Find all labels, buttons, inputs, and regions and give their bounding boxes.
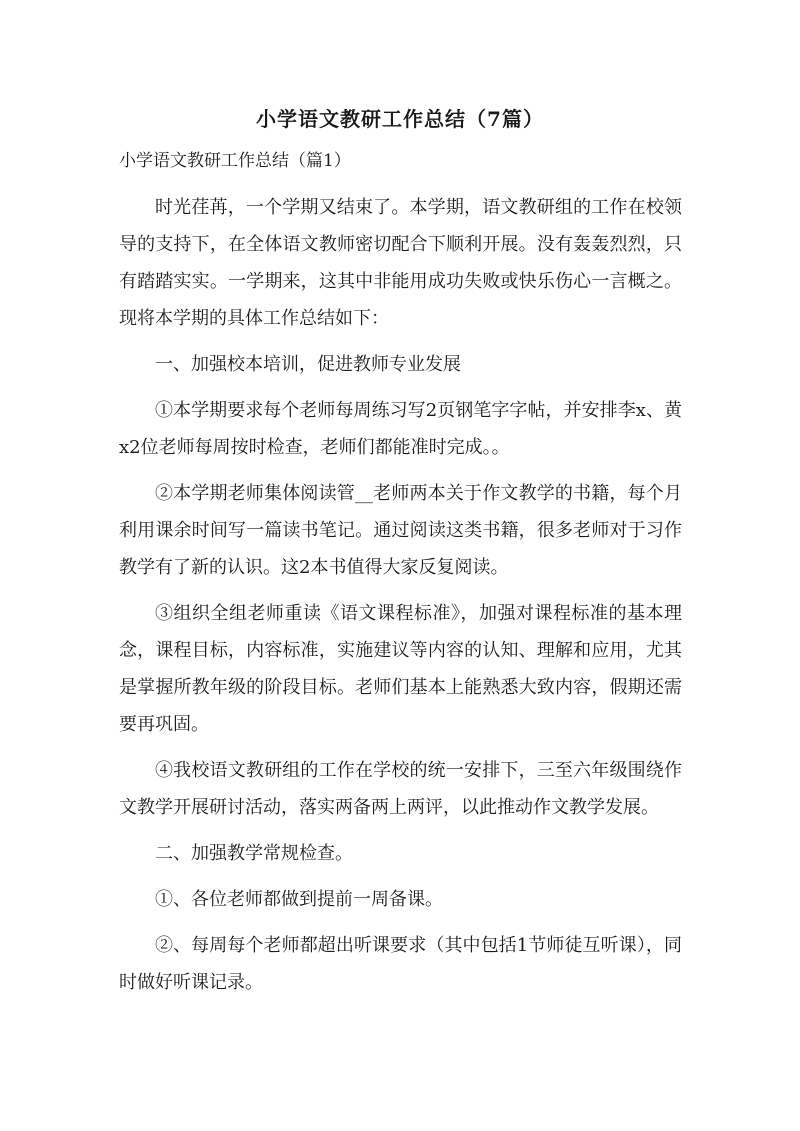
paragraph-item-6: ②、每周每个老师都超出听课要求（其中包括1节师徒互听课），同时做好听课记录。 — [119, 935, 682, 993]
document-title: 小学语文教研工作总结（7篇） — [256, 107, 544, 131]
section-subtitle: 小学语文教研工作总结（篇1） — [119, 151, 351, 171]
paragraph-intro: 时光荏苒，一个学期又结束了。本学期，语文教研组的工作在校领导的支持下，在全体语文教师密切配合下顺利开展。没有轰轰烈烈，只有踏踏实实。一学期来，这其中非能用成功失败或快乐伤心一言概之。现将本学期的具体工作总结如下： — [119, 197, 682, 329]
document-body — [119, 143, 682, 1001]
paragraph-item-4: ④我校语文教研组的工作在学校的统一安排下，三至六年级围绕作文教学开展研讨活动，落实两备两上两评，以此推动作文教学发展。 — [119, 760, 682, 818]
paragraph-item-3: ③组织全组老师重读《语文课程标准》，加强对课程标准的基本理念，课程目标，内容标准，实施建议等内容的认知、理解和应用，尤其是掌握所教年级的阶段目标。老师们基本上能熟悉大致内容，假期还需要再巩固。 — [119, 603, 682, 735]
heading-section-2: 二、加强教学常规检查。 — [155, 843, 353, 864]
paragraph-item-1: ①本学期要求每个老师每周练习写2页钢笔字字帖，并安排李x、黄x2位老师每周按时检查，老师们都能准时完成。。 — [119, 400, 682, 458]
paragraph-item-5: ①、各位老师都做到提前一周备课。 — [155, 889, 443, 910]
paragraph-item-2: ②本学期老师集体阅读管__老师两本关于作文教学的书籍，每个月利用课余时间写一篇读书笔记。通过阅读这类书籍，很多老师对于习作教学有了新的认识。这2本书值得大家反复阅读。 — [119, 483, 682, 578]
heading-section-1: 一、加强校本培训，促进教师专业发展 — [155, 354, 461, 375]
